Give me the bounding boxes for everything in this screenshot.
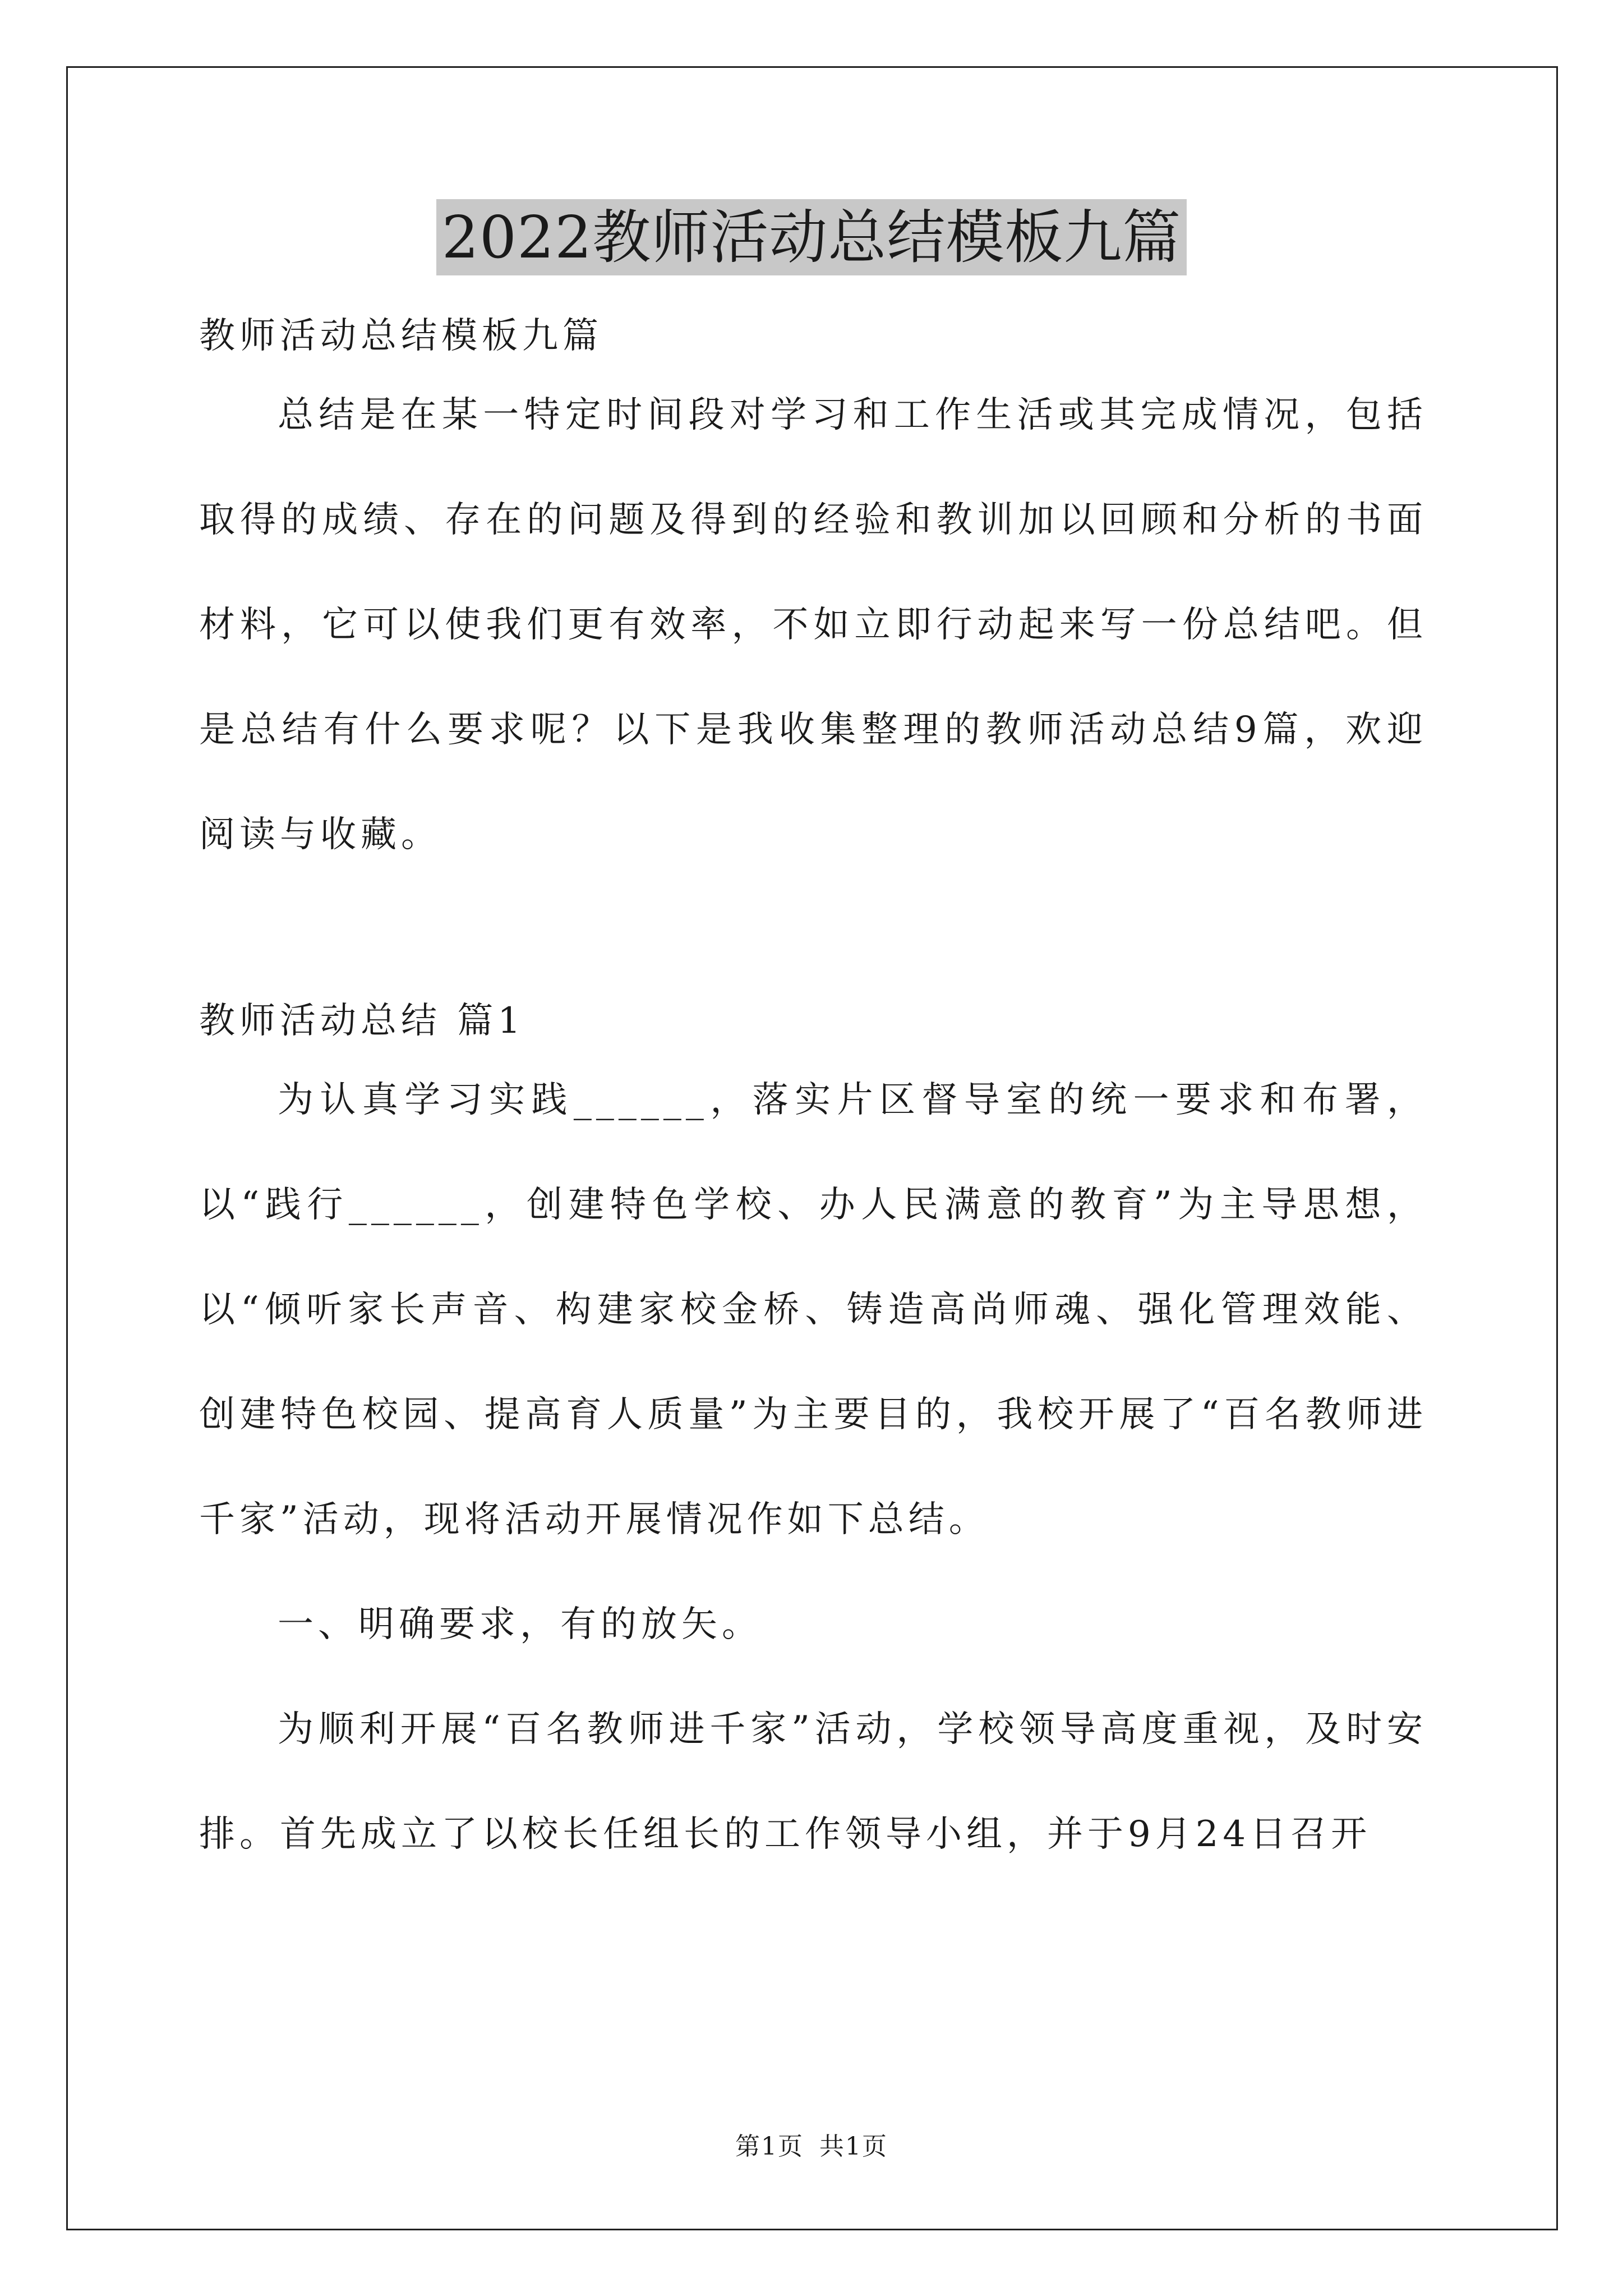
document-title: 2022教师活动总结模板九篇	[436, 199, 1187, 275]
section-subheading: 一、明确要求，有的放矢。	[278, 1604, 762, 1645]
section-paragraph: 为认真学习实践______，落实片区督导室的统一要求和布署，以“践行______，创建特色学校、办人民满意的教育”为主导思想，以“倾听家长声音、构建家校金桥、铸造高尚师魂、强化管理效能、创建特色校园、提高育人质量”为主要目的，我校开展了“百名教师进千家”活动，现将活动开展情况作如下总结。	[199, 1079, 1427, 1540]
intro-paragraph: 总结是在某一特定时间段对学习和工作生活或其完成情况，包括取得的成绩、存在的问题及得到的经验和教训加以回顾和分析的书面材料，它可以使我们更有效率，不如立即行动起来写一份总结吧。但是总结有什么要求呢？以下是我收集整理的教师活动总结9篇，欢迎阅读与收藏。	[199, 394, 1427, 855]
section-paragraph-2: 为顺利开展“百名教师进千家”活动，学校领导高度重视，及时安排。首先成立了以校长任组长的工作领导小组，并于9月24日召开	[199, 1709, 1427, 1855]
document-body	[199, 306, 1427, 1887]
section-heading: 教师活动总结 篇1	[199, 1000, 525, 1042]
page-footer	[0, 2126, 1623, 2162]
page-total: 共1页	[819, 2132, 888, 2161]
title-container	[0, 199, 1623, 275]
page-number: 第1页	[735, 2132, 804, 2161]
subtitle: 教师活动总结模板九篇	[199, 315, 603, 357]
